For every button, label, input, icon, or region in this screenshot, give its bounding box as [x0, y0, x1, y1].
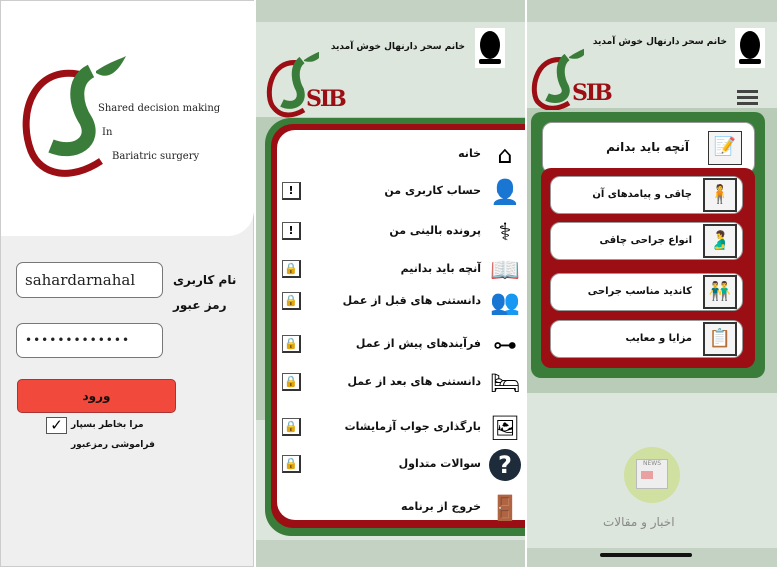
topic-button[interactable]	[550, 273, 743, 311]
topic-label: مزایا و معایب	[625, 333, 692, 344]
upload-image-icon: 🖼	[489, 414, 521, 442]
news-icon-text: NEWS	[636, 459, 668, 489]
exit-door-icon: 🚪	[490, 494, 520, 522]
password-label: رمز عبور	[173, 298, 227, 312]
flowchart-icon: ⊶	[493, 331, 517, 359]
alert-icon: !	[282, 222, 301, 240]
hamburger-menu-icon[interactable]	[737, 90, 758, 105]
menu-item[interactable]	[276, 286, 521, 318]
menu-item[interactable]	[276, 329, 521, 361]
menu-item[interactable]	[276, 412, 521, 444]
menu-item-label: بارگذاری جواب آزمایشات	[344, 420, 481, 433]
lock-icon: 🔒	[282, 455, 301, 473]
logo-card	[1, 1, 254, 236]
news-icon[interactable]	[624, 447, 680, 503]
what-to-know-button[interactable]	[542, 122, 755, 174]
remember-me-label: مرا بخاطر بسپار	[71, 420, 144, 430]
news-label[interactable]: اخبار و مقالات	[603, 515, 675, 529]
menu-item[interactable]	[276, 139, 521, 171]
what-to-know-label: آنچه باید بدانم	[606, 140, 689, 154]
question-icon: ?	[489, 449, 521, 481]
topic-button[interactable]	[550, 176, 743, 214]
topic-button[interactable]	[550, 320, 743, 358]
menu-item-label: دانستنی های قبل از عمل	[342, 294, 481, 307]
logo-text: SIB	[572, 80, 611, 106]
logo-line-1: Shared decision making	[98, 103, 221, 114]
menu-item[interactable]	[276, 216, 521, 248]
logo-line-2: In	[102, 127, 113, 138]
avatar[interactable]	[475, 28, 505, 68]
avatar[interactable]	[735, 28, 765, 68]
topic-label: کاندید مناسب جراحی	[587, 286, 692, 297]
people-icon: 👬	[703, 275, 737, 309]
lock-icon: 🔒	[282, 260, 301, 278]
stethoscope-icon: ⚕	[498, 218, 512, 246]
greeting: خانم سحر دارنهال خوش آمدید	[330, 42, 465, 52]
menu-item-label: پرونده بالینی من	[389, 224, 481, 237]
menu-item[interactable]	[276, 492, 521, 524]
menu-item-label: حساب کاربری من	[384, 184, 481, 197]
menu-item[interactable]	[276, 367, 521, 399]
stomach-icon: 🫃	[703, 224, 737, 258]
lock-icon: 🔒	[282, 373, 301, 391]
menu-item-label: خانه	[458, 147, 481, 160]
lock-icon: 🔒	[282, 292, 301, 310]
menu-item[interactable]	[276, 449, 521, 481]
username-label: نام کاربری	[173, 273, 237, 287]
menu-item-label: سوالات متداول	[398, 457, 481, 470]
book-bulb-icon: 📖	[490, 256, 520, 284]
lock-icon: 🔒	[282, 418, 301, 436]
lock-icon: 🔒	[282, 335, 301, 353]
alert-icon: !	[282, 182, 301, 200]
contact-book-icon: 👤	[490, 178, 520, 206]
menu-item-label: دانستنی های بعد از عمل	[347, 375, 481, 388]
home-indicator	[600, 553, 692, 557]
menu-item-label: خروج از برنامه	[400, 500, 481, 513]
topic-label: چاقی و پیامدهای آن	[592, 189, 692, 200]
greeting: خانم سحر دارنهال خوش آمدید	[592, 37, 727, 47]
menu-item[interactable]	[276, 176, 521, 208]
remember-me-checkbox[interactable]: ✓	[46, 417, 67, 434]
login-button[interactable]: ورود	[17, 379, 176, 413]
menu-screen	[256, 0, 525, 567]
logo-text: SIB	[306, 86, 345, 112]
home-icon: ⌂	[497, 141, 513, 169]
username-input[interactable]	[16, 262, 163, 298]
forgot-password-link[interactable]: فراموشی رمزعبور	[71, 440, 155, 450]
info-screen	[527, 0, 777, 567]
menu-item[interactable]	[276, 254, 521, 286]
document-edit-icon: 📝	[708, 131, 742, 165]
password-input[interactable]: •••••••••••••	[16, 323, 163, 358]
consultation-icon: 👥	[490, 288, 520, 316]
logo-line-3: Bariatric surgery	[112, 151, 200, 162]
checklist-icon: 📋	[703, 322, 737, 356]
obesity-icon: 🧍	[703, 178, 737, 212]
hospital-bed-icon: 🛏	[489, 369, 521, 397]
login-screen	[0, 0, 254, 567]
topic-button[interactable]	[550, 222, 743, 260]
topic-label: انواع جراحی چاقی	[599, 235, 692, 246]
menu-item-label: آنچه باید بدانیم	[400, 262, 481, 275]
menu-item-label: فرآیندهای پیش از عمل	[355, 337, 481, 350]
